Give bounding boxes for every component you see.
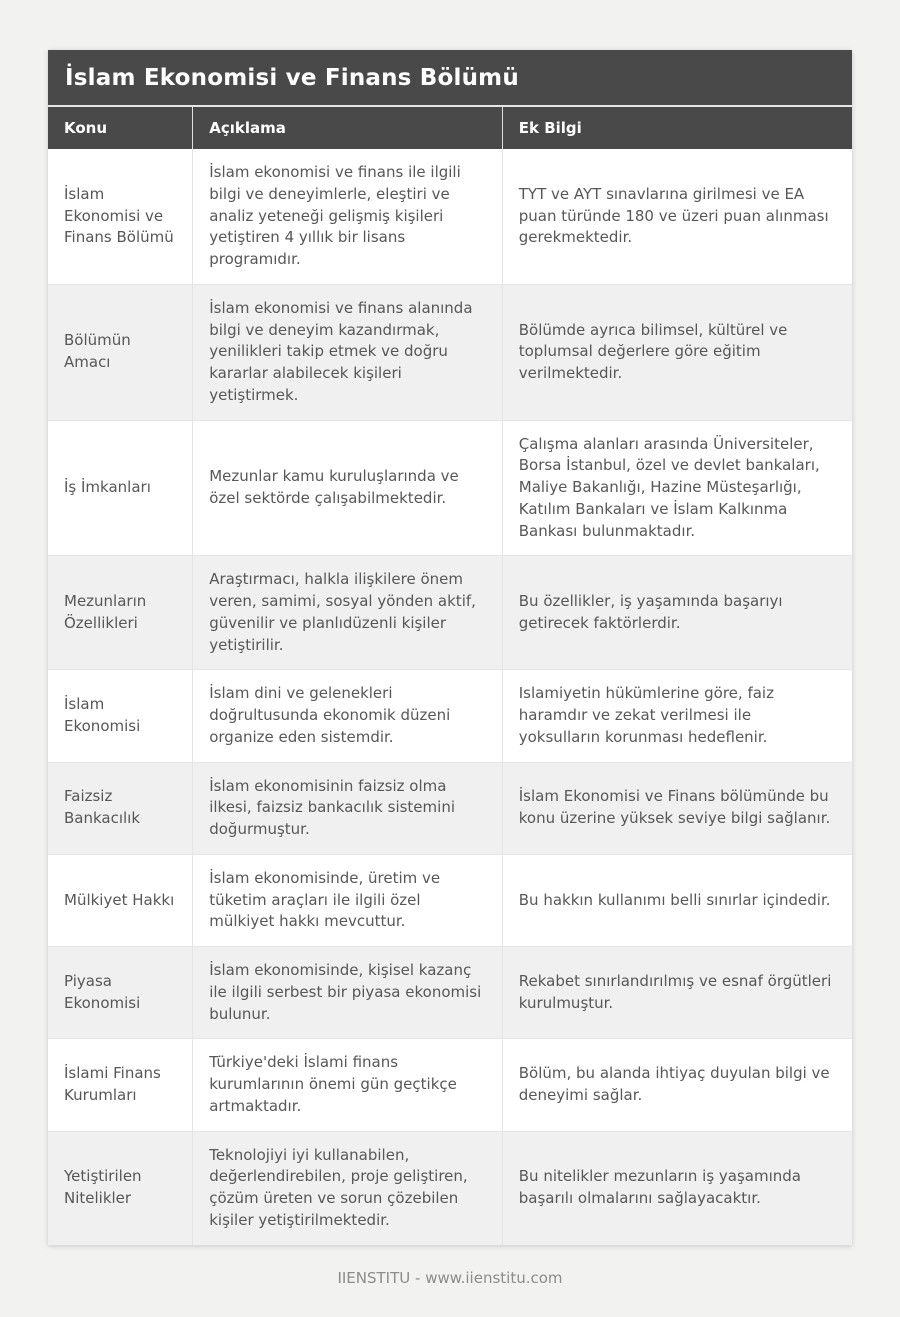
row-extra-info: Islamiyetin hükümlerine göre, faiz haramdır ve zekat verilmesi ile yoksulların korunması hedeflenir. — [502, 670, 852, 762]
table-header-row — [48, 107, 852, 149]
footer-text: IIENSTITU - www.iienstitu.com — [337, 1268, 563, 1287]
table-row — [48, 1131, 852, 1245]
row-extra-info: Bu hakkın kullanımı belli sınırlar içindedir. — [502, 854, 852, 946]
column-header-konu: Konu — [48, 107, 193, 149]
row-description: Araştırmacı, halkla ilişkilere önem veren, samimi, sosyal yönden aktif, güvenilir ve planlıdüzenli kişiler yetiştirilir. — [193, 556, 503, 670]
row-description: İslam ekonomisi ve finans alanında bilgi ve deneyim kazandırmak, yenilikleri takip etmek ve doğru kararlar alabilecek kişileri yetiştirmek. — [193, 284, 503, 420]
column-header-ek-bilgi: Ek Bilgi — [502, 107, 852, 149]
row-topic: Yetiştirilen Nitelikler — [48, 1131, 193, 1245]
row-extra-info: Bu özellikler, iş yaşamında başarıyı getirecek faktörlerdir. — [502, 556, 852, 670]
column-header-aciklama: Açıklama — [193, 107, 503, 149]
row-extra-info: TYT ve AYT sınavlarına girilmesi ve EA puan türünde 180 ve üzeri puan alınması gerekmektedir. — [502, 149, 852, 284]
row-extra-info: Bölüm, bu alanda ihtiyaç duyulan bilgi ve deneyimi sağlar. — [502, 1039, 852, 1131]
row-topic: Faizsiz Bankacılık — [48, 762, 193, 854]
row-description: İslam ekonomisinin faizsiz olma ilkesi, faizsiz bankacılık sistemini doğurmuştur. — [193, 762, 503, 854]
row-description: İslam dini ve gelenekleri doğrultusunda ekonomik düzeni organize eden sistemdir. — [193, 670, 503, 762]
table-body — [48, 149, 852, 1245]
row-topic: Bölümün Amacı — [48, 284, 193, 420]
row-topic: Piyasa Ekonomisi — [48, 947, 193, 1039]
row-topic: İslam Ekonomisi — [48, 670, 193, 762]
row-description: Mezunlar kamu kuruluşlarında ve özel sektörde çalışabilmektedir. — [193, 420, 503, 556]
row-description: Teknolojiyi iyi kullanabilen, değerlendirebilen, proje geliştiren, çözüm üreten ve sorun çözebilen kişiler yetiştirilmektedir. — [193, 1131, 503, 1245]
row-extra-info: İslam Ekonomisi ve Finans bölümünde bu konu üzerine yüksek seviye bilgi sağlanır. — [502, 762, 852, 854]
row-topic: İslami Finans Kurumları — [48, 1039, 193, 1131]
info-table — [48, 107, 852, 1245]
row-extra-info: Çalışma alanları arasında Üniversiteler, Borsa İstanbul, özel ve devlet bankaları, Maliye Bakanlığı, Hazine Müsteşarlığı, Katılım Bankaları ve İslam Kalkınma Bankası bulunmaktadır. — [502, 420, 852, 556]
page-title: İslam Ekonomisi ve Finans Bölümü — [48, 50, 852, 107]
table-row — [48, 762, 852, 854]
row-extra-info: Bu nitelikler mezunların iş yaşamında başarılı olmalarını sağlayacaktır. — [502, 1131, 852, 1245]
row-extra-info: Bölümde ayrıca bilimsel, kültürel ve toplumsal değerlere göre eğitim verilmektedir. — [502, 284, 852, 420]
table-row — [48, 670, 852, 762]
table-row — [48, 947, 852, 1039]
table-header — [48, 107, 852, 149]
content-card — [48, 50, 852, 1245]
row-topic: Mezunların Özellikleri — [48, 556, 193, 670]
table-row — [48, 149, 852, 284]
row-description: İslam ekonomisinde, üretim ve tüketim araçları ile ilgili özel mülkiyet hakkı mevcuttur. — [193, 854, 503, 946]
row-description: İslam ekonomisi ve finans ile ilgili bilgi ve deneyimlerle, eleştiri ve analiz yeteneği gelişmiş kişileri yetiştiren 4 yıllık bir lisans programıdır. — [193, 149, 503, 284]
row-description: İslam ekonomisinde, kişisel kazanç ile ilgili serbest bir piyasa ekonomisi bulunur. — [193, 947, 503, 1039]
table-row — [48, 284, 852, 420]
row-description: Türkiye'deki İslami finans kurumlarının önemi gün geçtikçe artmaktadır. — [193, 1039, 503, 1131]
row-extra-info: Rekabet sınırlandırılmış ve esnaf örgütleri kurulmuştur. — [502, 947, 852, 1039]
row-topic: Mülkiyet Hakkı — [48, 854, 193, 946]
row-topic: İş İmkanları — [48, 420, 193, 556]
table-row — [48, 420, 852, 556]
table-row — [48, 556, 852, 670]
row-topic: İslam Ekonomisi ve Finans Bölümü — [64, 184, 174, 247]
table-row — [48, 1039, 852, 1131]
table-row — [48, 854, 852, 946]
